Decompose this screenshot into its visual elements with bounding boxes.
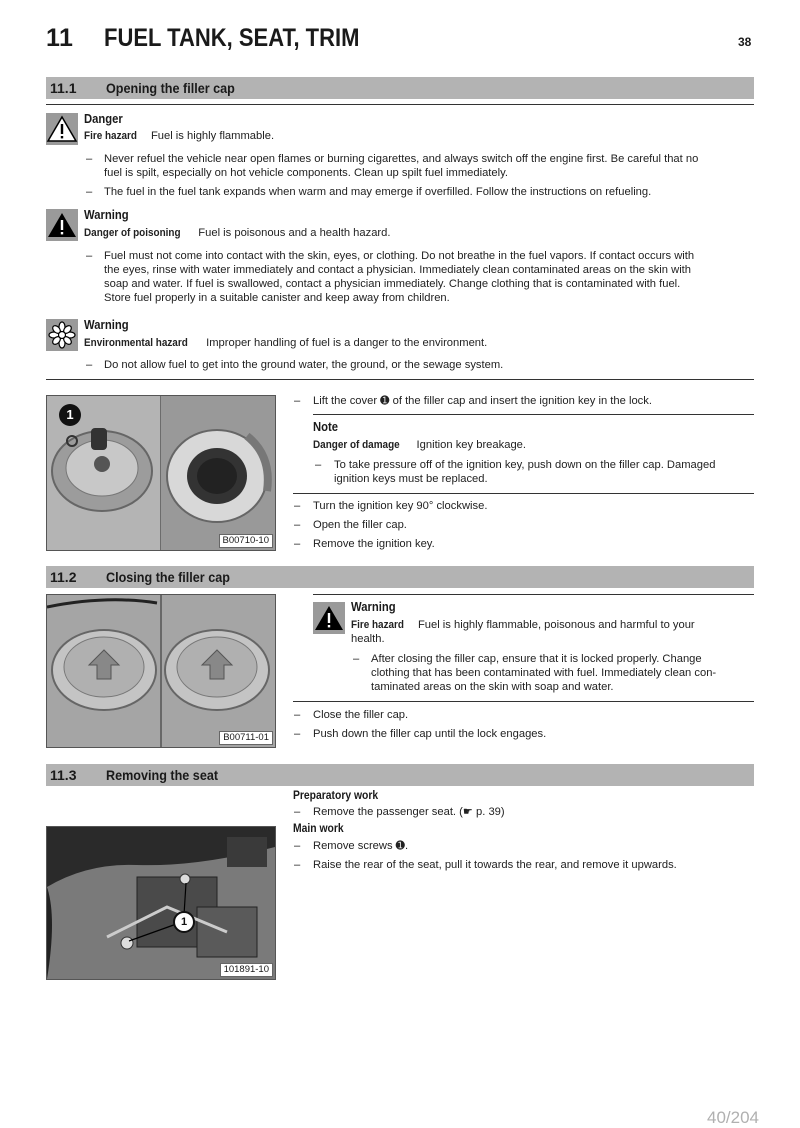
note-label: Danger of damage <box>313 439 400 451</box>
section-number: 11.2 <box>50 569 77 585</box>
preparatory-work-heading: Preparatory work <box>293 790 379 802</box>
page-number: 38 <box>738 35 752 49</box>
filler-cap-photo <box>47 396 275 550</box>
divider <box>293 701 754 702</box>
warning-text: Fuel is highly flammable, poisonous and harmful to your <box>417 619 695 631</box>
step-push-cap: Push down the filler cap until the lock engages. <box>313 728 547 740</box>
environment-flower-icon <box>46 319 78 351</box>
warning-heading: Warning <box>351 600 396 614</box>
danger-item-1-line-2: fuel is spilt, especially on hot vehicle components. Clean up spilt fuel immediately. <box>104 167 508 179</box>
warning-item-line-4: Store fuel properly in a suitable canister and keep away from children. <box>104 292 450 304</box>
list-dash: – <box>353 653 360 665</box>
divider <box>46 379 754 380</box>
list-dash: – <box>86 359 93 371</box>
danger-item-2: The fuel in the fuel tank expands when warm and may emerge if overfilled. Follow the instructions on refueling. <box>104 186 652 198</box>
list-dash: – <box>294 840 301 852</box>
note-item-line-2: ignition keys must be replaced. <box>334 473 488 485</box>
environment-text: Improper handling of fuel is a danger to the environment. <box>206 337 488 349</box>
section-title: Removing the seat <box>106 767 219 783</box>
figure-id: B00710-10 <box>219 534 273 548</box>
divider <box>313 414 754 415</box>
environment-item: Do not allow fuel to get into the ground water, the ground, or the sewage system. <box>104 359 504 371</box>
list-dash: – <box>294 728 301 740</box>
list-dash: – <box>315 459 322 471</box>
list-dash: – <box>294 519 301 531</box>
section-title: Closing the filler cap <box>106 569 230 585</box>
section-title: Opening the filler cap <box>106 80 235 96</box>
step-turn-key: Turn the ignition key 90° clockwise. <box>313 500 488 512</box>
main-work-heading: Main work <box>293 823 344 835</box>
list-dash: – <box>86 153 93 165</box>
callout-marker: 1 <box>59 404 81 426</box>
step-close-cap: Close the filler cap. <box>313 709 409 721</box>
section-header-11-2 <box>46 566 754 588</box>
danger-triangle-icon <box>46 113 78 145</box>
list-dash: – <box>294 859 301 871</box>
figure-id: 101891-10 <box>220 963 273 977</box>
warning-text: Fuel is poisonous and a health hazard. <box>198 227 391 239</box>
list-dash: – <box>294 709 301 721</box>
preparatory-item: Remove the passenger seat. (☛ p. 39) <box>313 806 505 818</box>
note-statement <box>313 438 526 452</box>
warning-triangle-icon <box>46 209 78 241</box>
list-dash: – <box>86 186 93 198</box>
environment-statement <box>84 336 487 350</box>
section-number: 11.3 <box>50 767 77 783</box>
list-dash: – <box>294 395 301 407</box>
warning-label: Danger of poisoning <box>84 227 181 239</box>
warning-item-line-1: After closing the filler cap, ensure that it is locked properly. Change <box>371 653 702 665</box>
warning-item-line-3: soap and water. If fuel is swallowed, contact a physician immediately. Change clothing that is contaminated with fuel. <box>104 278 681 290</box>
warning-label: Fire hazard <box>351 619 405 631</box>
section-header-11-1 <box>46 77 754 99</box>
main-item-remove-screws: Remove screws ➊. <box>313 840 409 852</box>
warning-item-line-3: taminated areas on the skin with soap and water. <box>371 681 614 693</box>
note-text: Ignition key breakage. <box>416 439 526 451</box>
warning-statement <box>351 618 695 632</box>
warning-statement <box>84 226 390 240</box>
note-item-line-1: To take pressure off of the ignition key, push down on the filler cap. Damaged <box>334 459 716 471</box>
list-dash: – <box>86 250 93 262</box>
step-remove-key: Remove the ignition key. <box>313 538 435 550</box>
warning-item-line-2: the eyes, rinse with water immediately and contact a physician. Immediately clean contaminated areas on the skin with <box>104 264 692 276</box>
danger-statement <box>84 129 274 143</box>
callout-marker: 1 <box>173 911 195 933</box>
warning-item-line-2: clothing that has been contaminated with fuel. Immediately clean con- <box>371 667 717 679</box>
warning-heading: Warning <box>84 208 129 222</box>
page-count: 40/204 <box>707 1108 759 1127</box>
chapter-title: FUEL TANK, SEAT, TRIM <box>104 24 360 52</box>
divider <box>293 493 754 494</box>
note-heading: Note <box>313 420 339 434</box>
figure-id: B00711-01 <box>219 731 273 745</box>
warning-item-line-1: Fuel must not come into contact with the skin, eyes, or clothing. Do not breathe in the fuel vapors. If contact occurs with <box>104 250 695 262</box>
step-open-cap: Open the filler cap. <box>313 519 407 531</box>
section-header-11-3 <box>46 764 754 786</box>
figure-seat-removal <box>46 826 276 980</box>
seat-removal-photo <box>47 827 275 979</box>
figure-filler-cap-open <box>46 395 276 551</box>
figure-filler-cap-close <box>46 594 276 748</box>
danger-label: Fire hazard <box>84 130 138 142</box>
filler-cap-closed-photo <box>47 595 275 747</box>
step-lift-cover: Lift the cover ➊ of the filler cap and insert the ignition key in the lock. <box>313 395 652 407</box>
danger-heading: Danger <box>84 112 123 126</box>
divider <box>46 104 754 105</box>
environment-heading: Warning <box>84 318 129 332</box>
divider <box>313 594 754 595</box>
main-item-raise-seat: Raise the rear of the seat, pull it towards the rear, and remove it upwards. <box>313 859 677 871</box>
list-dash: – <box>294 806 301 818</box>
warning-triangle-icon <box>313 602 345 634</box>
list-dash: – <box>294 538 301 550</box>
section-number: 11.1 <box>50 80 77 96</box>
danger-text: Fuel is highly flammable. <box>150 130 275 142</box>
chapter-number: 11 <box>46 24 74 52</box>
list-dash: – <box>294 500 301 512</box>
danger-item-1-line-1: Never refuel the vehicle near open flames or burning cigarettes, and always switch off the engine first. Be careful that no <box>104 153 699 165</box>
warning-text-cont: health. <box>351 633 385 645</box>
environment-label: Environmental hazard <box>84 337 188 349</box>
